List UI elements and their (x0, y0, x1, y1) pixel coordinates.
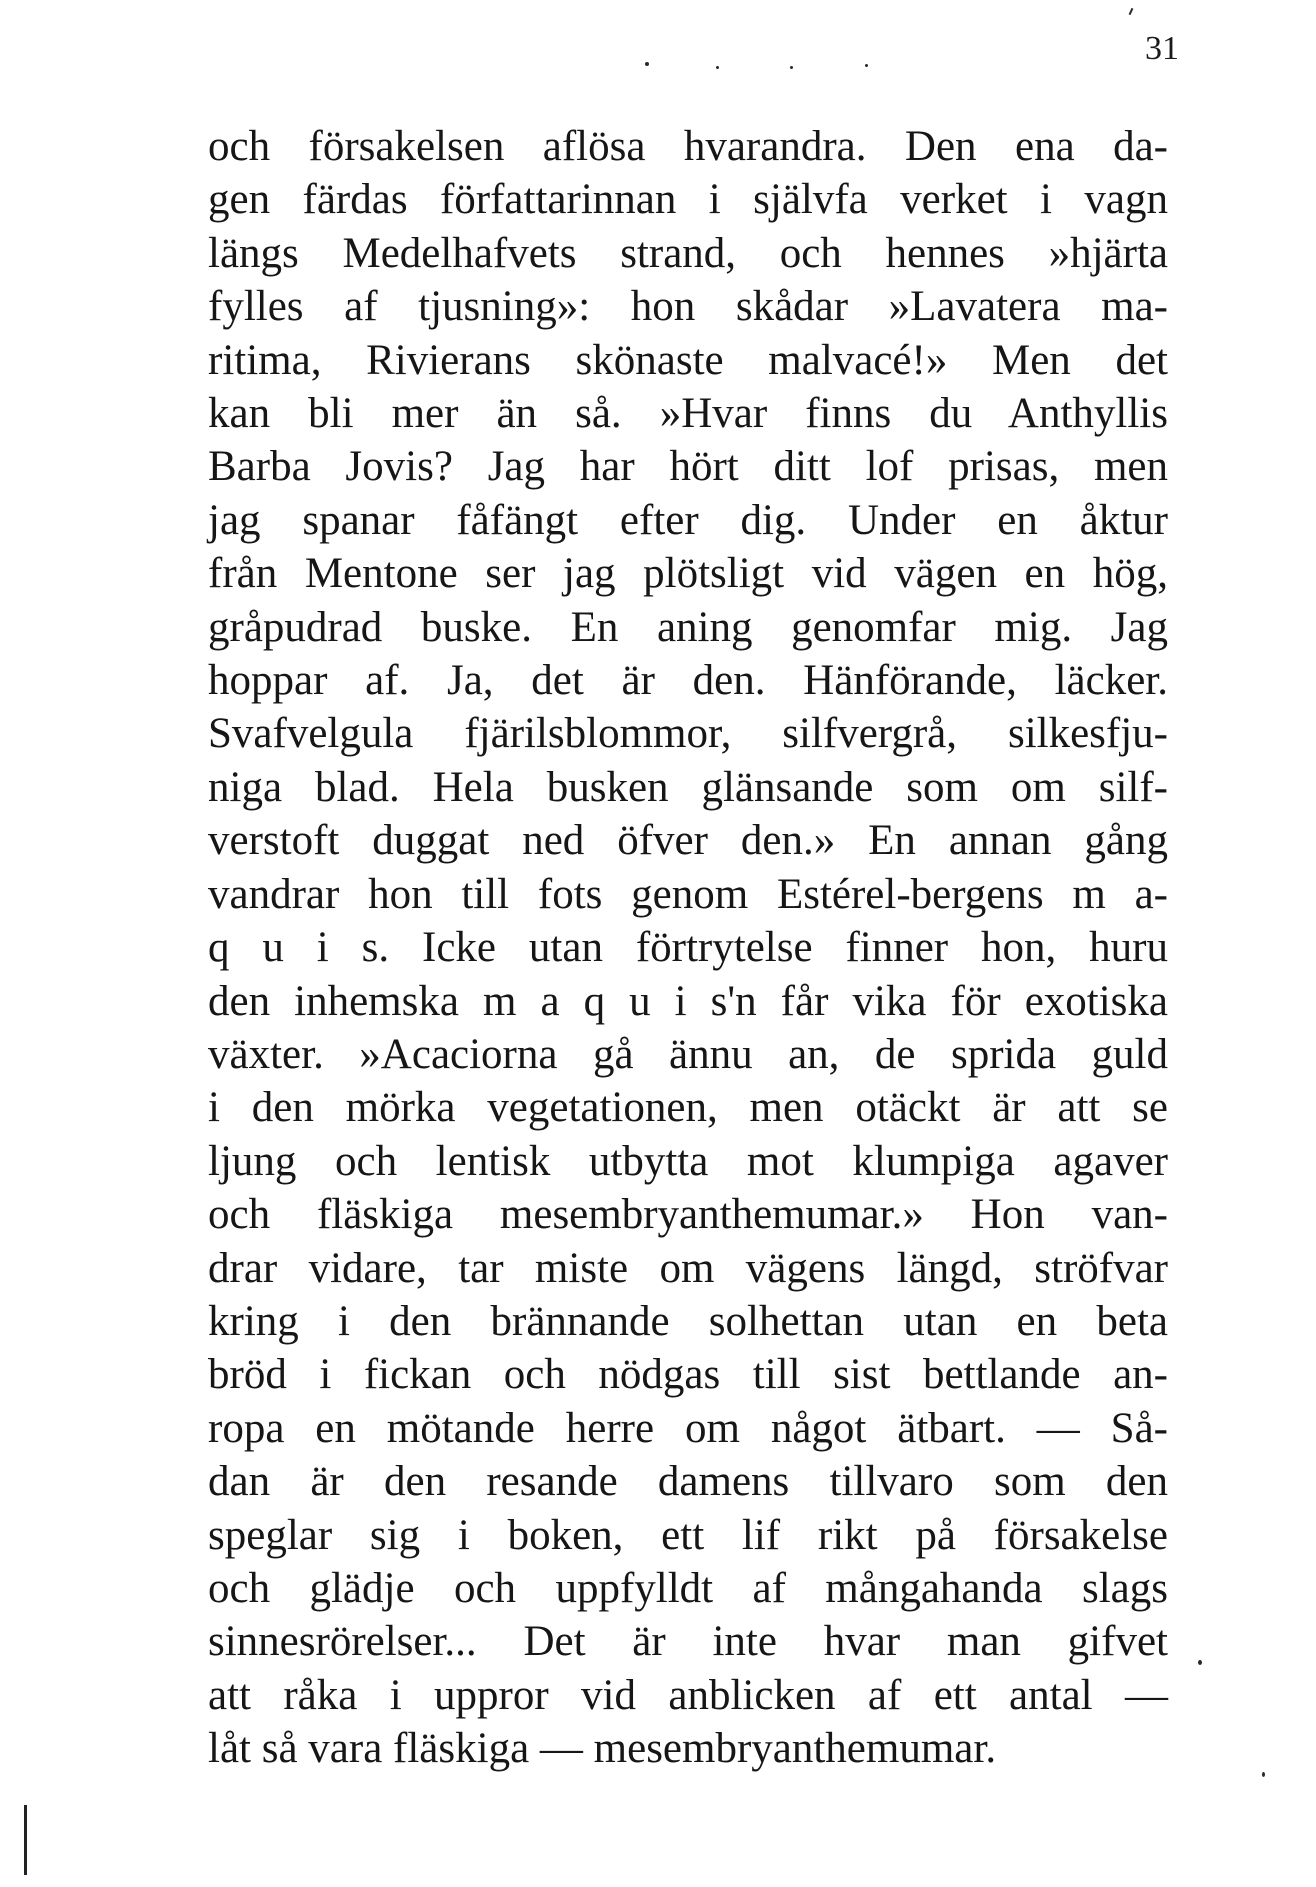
text-line: och glädje och uppfylldt af mångahanda slags (208, 1564, 1168, 1612)
text-line: växter. »Acaciorna gå ännu an, de sprida guld (208, 1030, 1168, 1078)
text-line: ljung och lentisk utbytta mot klumpiga agaver (208, 1137, 1168, 1185)
text-line: kan bli mer än så. »Hvar finns du Anthyllis (208, 390, 1168, 438)
text-line: sinnesrörelser... Det är inte hvar man gifvet (208, 1618, 1168, 1666)
text-line: jag spanar fåfängt efter dig. Under en åktur (208, 496, 1168, 544)
text-line: i den mörka vegetationen, men otäckt är att se (208, 1084, 1168, 1132)
text-line: vandrar hon till fots genom Estérel-bergens m a- (208, 870, 1168, 918)
text-line: från Mentone ser jag plötsligt vid vägen en hög, (208, 550, 1168, 598)
text-line: Barba Jovis? Jag har hört ditt lof prisas, men (208, 443, 1168, 491)
text-line: att råka i uppror vid anblicken af ett antal — (208, 1671, 1168, 1719)
text-line: bröd i fickan och nödgas till sist bettlande an- (208, 1351, 1168, 1399)
text-line: fylles af tjusning»: hon skådar »Lavatera ma- (208, 283, 1168, 331)
text-line: och fläskiga mesembryanthemumar.» Hon van- (208, 1191, 1168, 1239)
text-line: q u i s. Icke utan förtrytelse finner hon, huru (208, 924, 1168, 972)
print-speck (645, 62, 649, 66)
text-line: Svafvelgula fjärilsblommor, silfvergrå, silkesfju- (208, 710, 1168, 758)
text-line: ropa en mötande herre om något ätbart. — Så- (208, 1404, 1168, 1452)
print-speck (1262, 1772, 1265, 1777)
page-number: 31 (1145, 30, 1179, 67)
print-speck (865, 64, 868, 67)
body-text (208, 120, 1168, 1776)
print-speck (1129, 8, 1134, 15)
text-line: drar vidare, tar miste om vägens längd, ströfvar (208, 1244, 1168, 1292)
text-line: gråpudrad buske. En aning genomfar mig. Jag (208, 603, 1168, 651)
text-line: niga blad. Hela busken glänsande som om silf- (208, 763, 1168, 811)
text-line: speglar sig i boken, ett lif rikt på försakelse (208, 1511, 1168, 1559)
page-edge-mark (24, 1805, 27, 1875)
text-line: ritima, Rivierans skönaste malvacé!» Men det (208, 336, 1168, 384)
text-line: kring i den brännande solhettan utan en beta (208, 1297, 1168, 1345)
text-line: dan är den resande damens tillvaro som den (208, 1458, 1168, 1506)
print-speck (1198, 1660, 1202, 1665)
text-line: hoppar af. Ja, det är den. Hänförande, läcker. (208, 657, 1168, 705)
text-line: och försakelsen aflösa hvarandra. Den ena da- (208, 123, 1168, 170)
text-line: den inhemska m a q u i s'n får vika för exotiska (208, 977, 1168, 1025)
text-line: längs Medelhafvets strand, och hennes »hjärta (208, 229, 1168, 277)
print-speck (716, 66, 719, 69)
text-line: gen färdas författarinnan i självfa verket i vagn (208, 176, 1168, 224)
text-line: verstoft duggat ned öfver den.» En annan gång (208, 817, 1168, 865)
print-speck (790, 66, 793, 69)
text-line: låt så vara fläskiga — mesembryanthemumar. (208, 1725, 997, 1773)
